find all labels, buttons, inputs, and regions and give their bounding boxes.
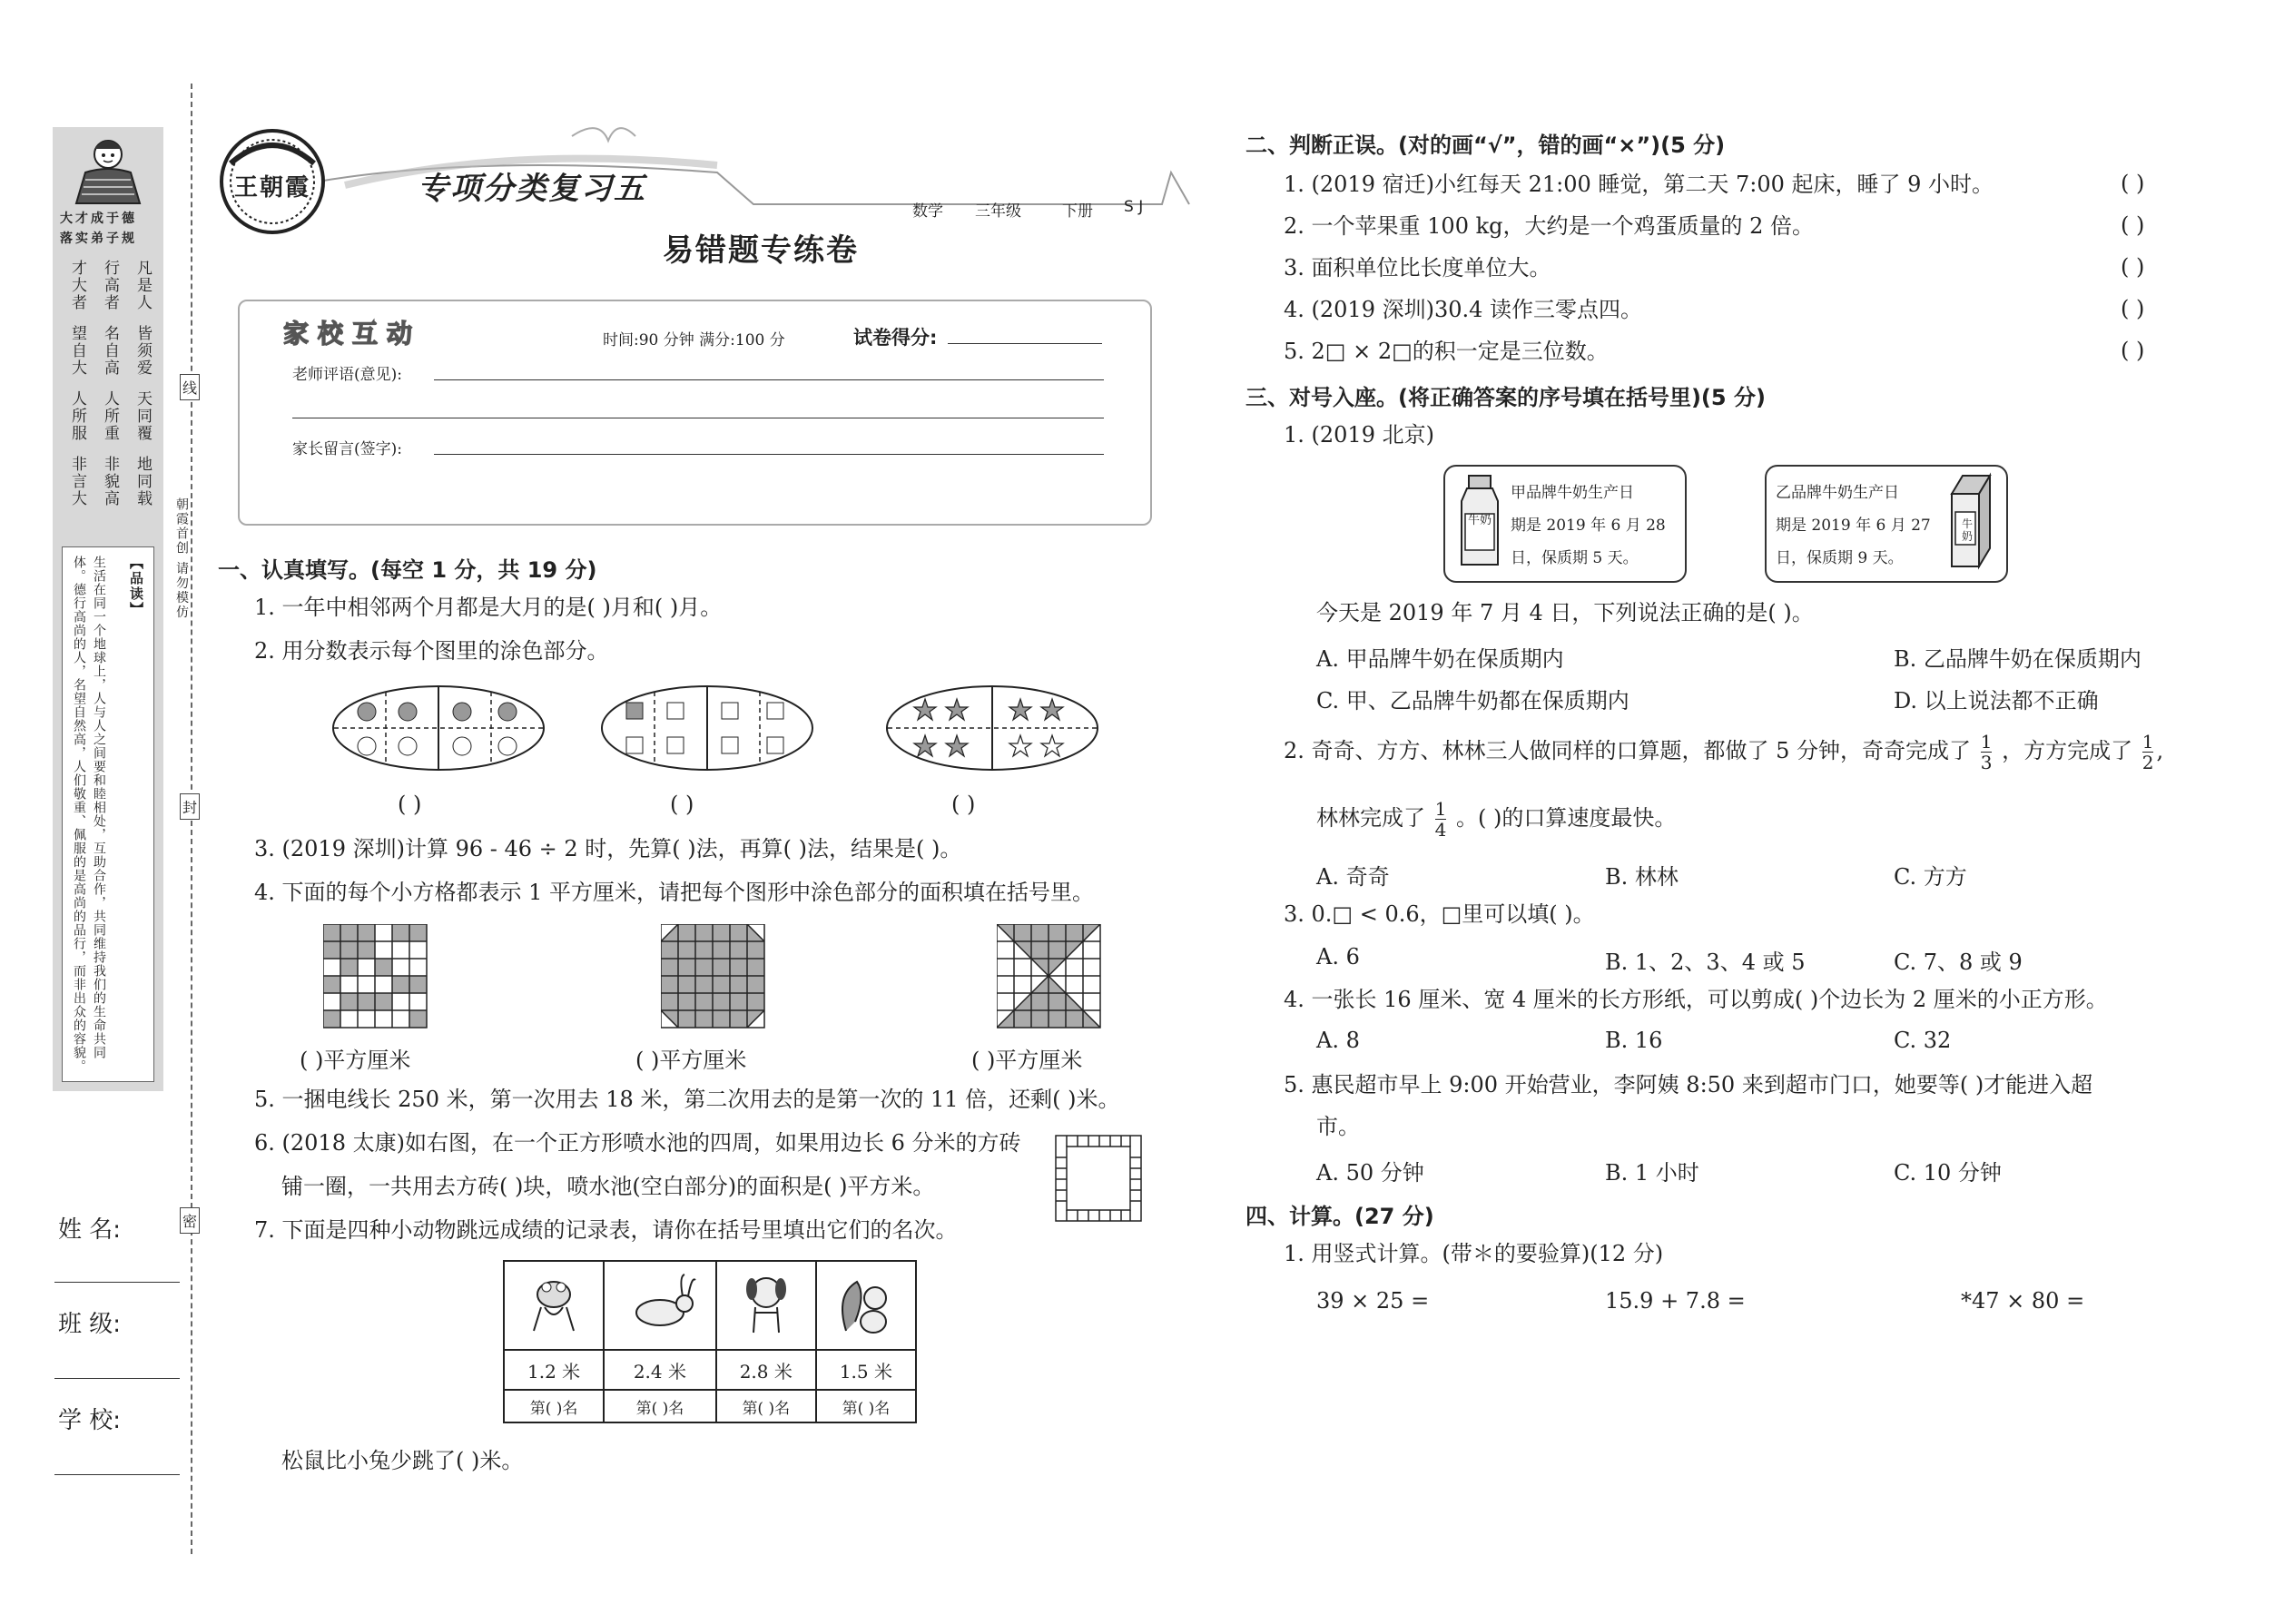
s1-q7-tail: 松鼠比小兔少跳了( )米。 bbox=[281, 1448, 524, 1473]
s1-q7: 7. 下面是四种小动物跳远成绩的记录表，请你在括号里填出它们的名次。 bbox=[254, 1217, 958, 1243]
poem-line-7: 人所重 bbox=[101, 390, 119, 442]
poem-block bbox=[58, 260, 158, 532]
q4-blank-1[interactable]: ( )平方厘米 bbox=[300, 1048, 411, 1073]
edition-tag: S J bbox=[1124, 198, 1144, 216]
s1-q6-line2: 铺一圈，一共用去方砖( )块，喷水池(空白部分)的面积是( )平方米。 bbox=[281, 1174, 935, 1199]
milk-b-line-3: 日，保质期 9 天。 bbox=[1776, 549, 1904, 567]
puppy-icon bbox=[730, 1267, 802, 1340]
teacher-comment-label: 老师评语(意见): bbox=[292, 366, 402, 384]
time-info: 时间:90 分钟 满分:100 分 bbox=[603, 331, 785, 349]
s3-q5-opt-c[interactable]: C. 10 分钟 bbox=[1894, 1160, 2002, 1186]
q2-figure-circles bbox=[330, 683, 546, 773]
poem-line-10: 望自大 bbox=[68, 325, 86, 377]
s4-q1: 1. 用竖式计算。(带＊的要验算)(12 分) bbox=[1284, 1241, 1664, 1266]
s2-answer-2[interactable]: ( ) bbox=[2121, 212, 2145, 238]
s2-item-5: 5. 2□ × 2□的积一定是三位数。 bbox=[1284, 339, 1609, 364]
q2-blank-1[interactable]: ( ) bbox=[398, 792, 422, 817]
milk-a-line-3: 日，保质期 5 天。 bbox=[1511, 549, 1639, 567]
s2-answer-4[interactable]: ( ) bbox=[2121, 296, 2145, 321]
class-input-line[interactable] bbox=[54, 1378, 180, 1379]
motto-top2: 落实弟子规 bbox=[60, 231, 137, 246]
s3-q3: 3. 0.□ < 0.6，□里可以填( )。 bbox=[1284, 901, 1595, 927]
poem-line-5: 行高者 bbox=[101, 260, 119, 311]
school-label: 学 校: bbox=[58, 1407, 122, 1434]
s1-q2: 2. 用分数表示每个图里的涂色部分。 bbox=[254, 638, 609, 664]
milk-a-line-1: 甲品牌牛奶生产日 bbox=[1511, 484, 1634, 502]
section3-title: 三、对号入座。(将正确答案的序号填在括号里)(5 分) bbox=[1245, 385, 1766, 410]
s2-answer-1[interactable]: ( ) bbox=[2121, 171, 2145, 196]
s3-q2-opt-c[interactable]: C. 方方 bbox=[1894, 864, 1967, 890]
fraction-one-quarter: $\frac{1}{4}$ bbox=[1434, 798, 1447, 841]
milk-a-label: 牛奶 bbox=[1467, 514, 1492, 527]
score-label: 试卷得分: bbox=[853, 327, 938, 349]
s3-q2-text-b1: 林林完成了 bbox=[1316, 805, 1425, 831]
q4-grid-3 bbox=[997, 924, 1102, 1029]
poem-line-1: 凡是人 bbox=[133, 260, 152, 311]
side-note: 朝霞首创 请勿模仿 bbox=[174, 497, 189, 620]
poem-line-8: 非貌高 bbox=[101, 456, 119, 507]
reading-text: 生活在同一个地球上，人与人之间要和睦相处，互助合作，共同维持我们的生命共同体。德行高尚的人，名望自然高，人们敬重、佩服的是高尚的品行，而非出众的容貌。 bbox=[72, 556, 106, 1073]
rabbit-cell bbox=[604, 1261, 716, 1350]
subject-tag: 数学 bbox=[912, 202, 943, 221]
calc-expr-2: 15.9 + 7.8 = bbox=[1605, 1288, 1746, 1314]
class-label: 班 级: bbox=[58, 1311, 122, 1338]
s2-item-1: 1. (2019 宿迁)小红每天 21:00 睡觉，第二天 7:00 起床，睡了 9 小时。 bbox=[1284, 172, 1994, 197]
s3-q1-opt-b[interactable]: B. 乙品牌牛奶在保质期内 bbox=[1894, 646, 2141, 672]
s3-q1-text: 今天是 2019 年 7 月 4 日，下列说法正确的是( )。 bbox=[1316, 600, 1814, 625]
header-ribbon bbox=[209, 118, 1198, 227]
q2-figure-stars bbox=[884, 683, 1100, 773]
puppy-cell bbox=[716, 1261, 816, 1350]
calc-expr-3: *47 × 80 = bbox=[1961, 1288, 2085, 1314]
s1-q6-line1: 6. (2018 太康)如右图，在一个正方形喷水池的四周，如果用边长 6 分米的方砖 bbox=[254, 1130, 1021, 1156]
q2-figure-squares bbox=[599, 683, 815, 773]
s2-answer-3[interactable]: ( ) bbox=[2121, 254, 2145, 280]
s3-q2-line2 bbox=[1316, 799, 1676, 840]
fountain-pool-figure bbox=[1055, 1135, 1142, 1222]
s1-q1: 1. 一年中相邻两个月都是大月的是( )月和( )月。 bbox=[254, 595, 723, 620]
binding-mark-1: 线 bbox=[180, 374, 200, 400]
mascot-illustration bbox=[58, 133, 158, 205]
rabbit-rank-blank[interactable]: 第( )名 bbox=[604, 1390, 716, 1422]
q2-blank-3[interactable]: ( ) bbox=[951, 792, 976, 817]
s3-q2-opt-b[interactable]: B. 林林 bbox=[1605, 864, 1679, 890]
q4-blank-3[interactable]: ( )平方厘米 bbox=[971, 1048, 1083, 1073]
section4-title: 四、计算。(27 分) bbox=[1245, 1204, 1434, 1229]
rabbit-distance: 2.4 米 bbox=[604, 1350, 716, 1390]
squirrel-icon bbox=[830, 1267, 902, 1340]
s3-q4-opt-a[interactable]: A. 8 bbox=[1316, 1028, 1360, 1053]
milk-b-line-2: 期是 2019 年 6 月 27 bbox=[1776, 517, 1931, 535]
q2-blank-2[interactable]: ( ) bbox=[670, 792, 694, 817]
s1-q3: 3. (2019 深圳)计算 96 - 46 ÷ 2 时，先算( )法，再算( )法，结果是( )。 bbox=[254, 836, 962, 861]
s1-q5: 5. 一捆电线长 250 米，第一次用去 18 米，第二次用去的是第一次的 11 倍，还剩( )米。 bbox=[254, 1087, 1120, 1112]
s3-q2-text-a: 2. 奇奇、方方、林林三人做同样的口算题，都做了 5 分钟，奇奇完成了 bbox=[1284, 738, 1972, 763]
s3-q1: 1. (2019 北京) bbox=[1284, 422, 1434, 448]
poem-line-4: 地同载 bbox=[133, 456, 152, 507]
poem-line-9: 才大者 bbox=[68, 260, 86, 311]
parent-comment-line[interactable] bbox=[434, 454, 1104, 455]
s3-q2-text-mid: ，方方完成了 bbox=[2002, 738, 2133, 763]
s3-q3-opt-c[interactable]: C. 7、8 或 9 bbox=[1894, 950, 2023, 975]
frog-cell bbox=[504, 1261, 604, 1350]
puppy-distance: 2.8 米 bbox=[716, 1350, 816, 1390]
s3-q5-line2: 市。 bbox=[1316, 1114, 1360, 1139]
frog-icon bbox=[517, 1267, 590, 1340]
s3-q5-line1: 5. 惠民超市早上 9:00 开始营业，李阿姨 8:50 来到超市门口，她要等( )才能进入超 bbox=[1284, 1072, 2093, 1097]
s2-item-3: 3. 面积单位比长度单位大。 bbox=[1284, 255, 1551, 281]
puppy-rank-blank[interactable]: 第( )名 bbox=[716, 1390, 816, 1422]
binding-mark-2: 封 bbox=[180, 793, 200, 820]
s3-q3-opt-a[interactable]: A. 6 bbox=[1316, 944, 1360, 969]
s3-q1-opt-c[interactable]: C. 甲、乙品牌牛奶都在保质期内 bbox=[1316, 688, 1629, 714]
q4-blank-2[interactable]: ( )平方厘米 bbox=[635, 1048, 747, 1073]
s3-q5-opt-b[interactable]: B. 1 小时 bbox=[1605, 1160, 1699, 1186]
s2-item-2: 2. 一个苹果重 100 kg，大约是一个鸡蛋质量的 2 倍。 bbox=[1284, 213, 1815, 239]
poem-line-12: 非言大 bbox=[68, 456, 86, 507]
motto-top: 大才成于德 bbox=[60, 212, 137, 226]
volume-tag: 下册 bbox=[1062, 202, 1093, 221]
s3-q4-opt-b[interactable]: B. 16 bbox=[1605, 1028, 1663, 1053]
milk-a-line-2: 期是 2019 年 6 月 28 bbox=[1511, 517, 1666, 535]
frog-rank-blank[interactable]: 第( )名 bbox=[504, 1390, 604, 1422]
school-input-line[interactable] bbox=[54, 1474, 180, 1475]
teacher-comment-line-1[interactable] bbox=[434, 379, 1104, 380]
score-input-line[interactable] bbox=[948, 343, 1102, 344]
rabbit-icon bbox=[619, 1267, 701, 1340]
poem-line-11: 人所服 bbox=[68, 390, 86, 442]
milk-b-line-1: 乙品牌牛奶生产日 bbox=[1776, 484, 1899, 502]
poem-line-6: 名自高 bbox=[101, 325, 119, 377]
s2-answer-5[interactable]: ( ) bbox=[2121, 338, 2145, 363]
q4-grid-2 bbox=[661, 924, 766, 1029]
s3-q1-opt-d[interactable]: D. 以上说法都不正确 bbox=[1894, 688, 2099, 714]
name-input-line[interactable] bbox=[54, 1282, 180, 1283]
section2-title: 二、判断正误。(对的画“√”，错的画“×”)(5 分) bbox=[1245, 133, 1726, 158]
binding-mark-3: 密 bbox=[180, 1207, 200, 1234]
calc-expr-1: 39 × 25 = bbox=[1316, 1288, 1430, 1314]
fraction-one-third: $\frac{1}{3}$ bbox=[1980, 731, 1993, 773]
home-school-label: 家校互动 bbox=[283, 319, 422, 349]
s3-q4-opt-c[interactable]: C. 32 bbox=[1894, 1028, 1952, 1053]
q4-grid-1 bbox=[323, 924, 428, 1029]
squirrel-rank-blank[interactable]: 第( )名 bbox=[816, 1390, 916, 1422]
s3-q3-opt-b[interactable]: B. 1、2、3、4 或 5 bbox=[1605, 950, 1806, 975]
s3-q5-opt-a[interactable]: A. 50 分钟 bbox=[1316, 1160, 1424, 1186]
s3-q2-line1: 2. 奇奇、方方、林林三人做同样的口算题，都做了 5 分钟，奇奇完成了 $\frac{1}{3}$ ，方方完成了 $\frac{1}{2}$ , bbox=[1284, 731, 2164, 773]
jump-record-table bbox=[503, 1260, 917, 1423]
reading-label: 【品读】 bbox=[128, 556, 144, 617]
fraction-one-half: $\frac{1}{2}$ bbox=[2141, 731, 2154, 773]
logo-text: 王朝霞 bbox=[234, 174, 311, 202]
main-title: 易错题专练卷 bbox=[663, 232, 859, 269]
s3-q2-text-b2: 。( )的口算速度最快。 bbox=[1456, 805, 1677, 831]
name-label: 姓 名: bbox=[58, 1216, 122, 1244]
poem-line-3: 天同覆 bbox=[133, 390, 152, 442]
s3-q2-opt-a[interactable]: A. 奇奇 bbox=[1316, 864, 1390, 890]
series-title: 专项分类复习五 bbox=[418, 171, 646, 207]
squirrel-distance: 1.5 米 bbox=[816, 1350, 916, 1390]
s3-q1-opt-a[interactable]: A. 甲品牌牛奶在保质期内 bbox=[1316, 646, 1564, 672]
s2-item-4: 4. (2019 深圳)30.4 读作三零点四。 bbox=[1284, 297, 1643, 322]
s1-q4: 4. 下面的每个小方格都表示 1 平方厘米，请把每个图形中涂色部分的面积填在括号里。 bbox=[254, 880, 1095, 905]
parent-comment-label: 家长留言(签字): bbox=[292, 440, 402, 458]
squirrel-cell bbox=[816, 1261, 916, 1350]
poem-line-2: 皆须爱 bbox=[133, 325, 152, 377]
frog-distance: 1.2 米 bbox=[504, 1350, 604, 1390]
s3-q4: 4. 一张长 16 厘米、宽 4 厘米的长方形纸，可以剪成( )个边长为 2 厘米的小正方形。 bbox=[1284, 987, 2108, 1012]
section1-title: 一、认真填写。(每空 1 分，共 19 分) bbox=[218, 557, 597, 583]
grade-tag: 三年级 bbox=[975, 202, 1021, 221]
milk-b-label: 牛奶 bbox=[1961, 517, 1973, 543]
